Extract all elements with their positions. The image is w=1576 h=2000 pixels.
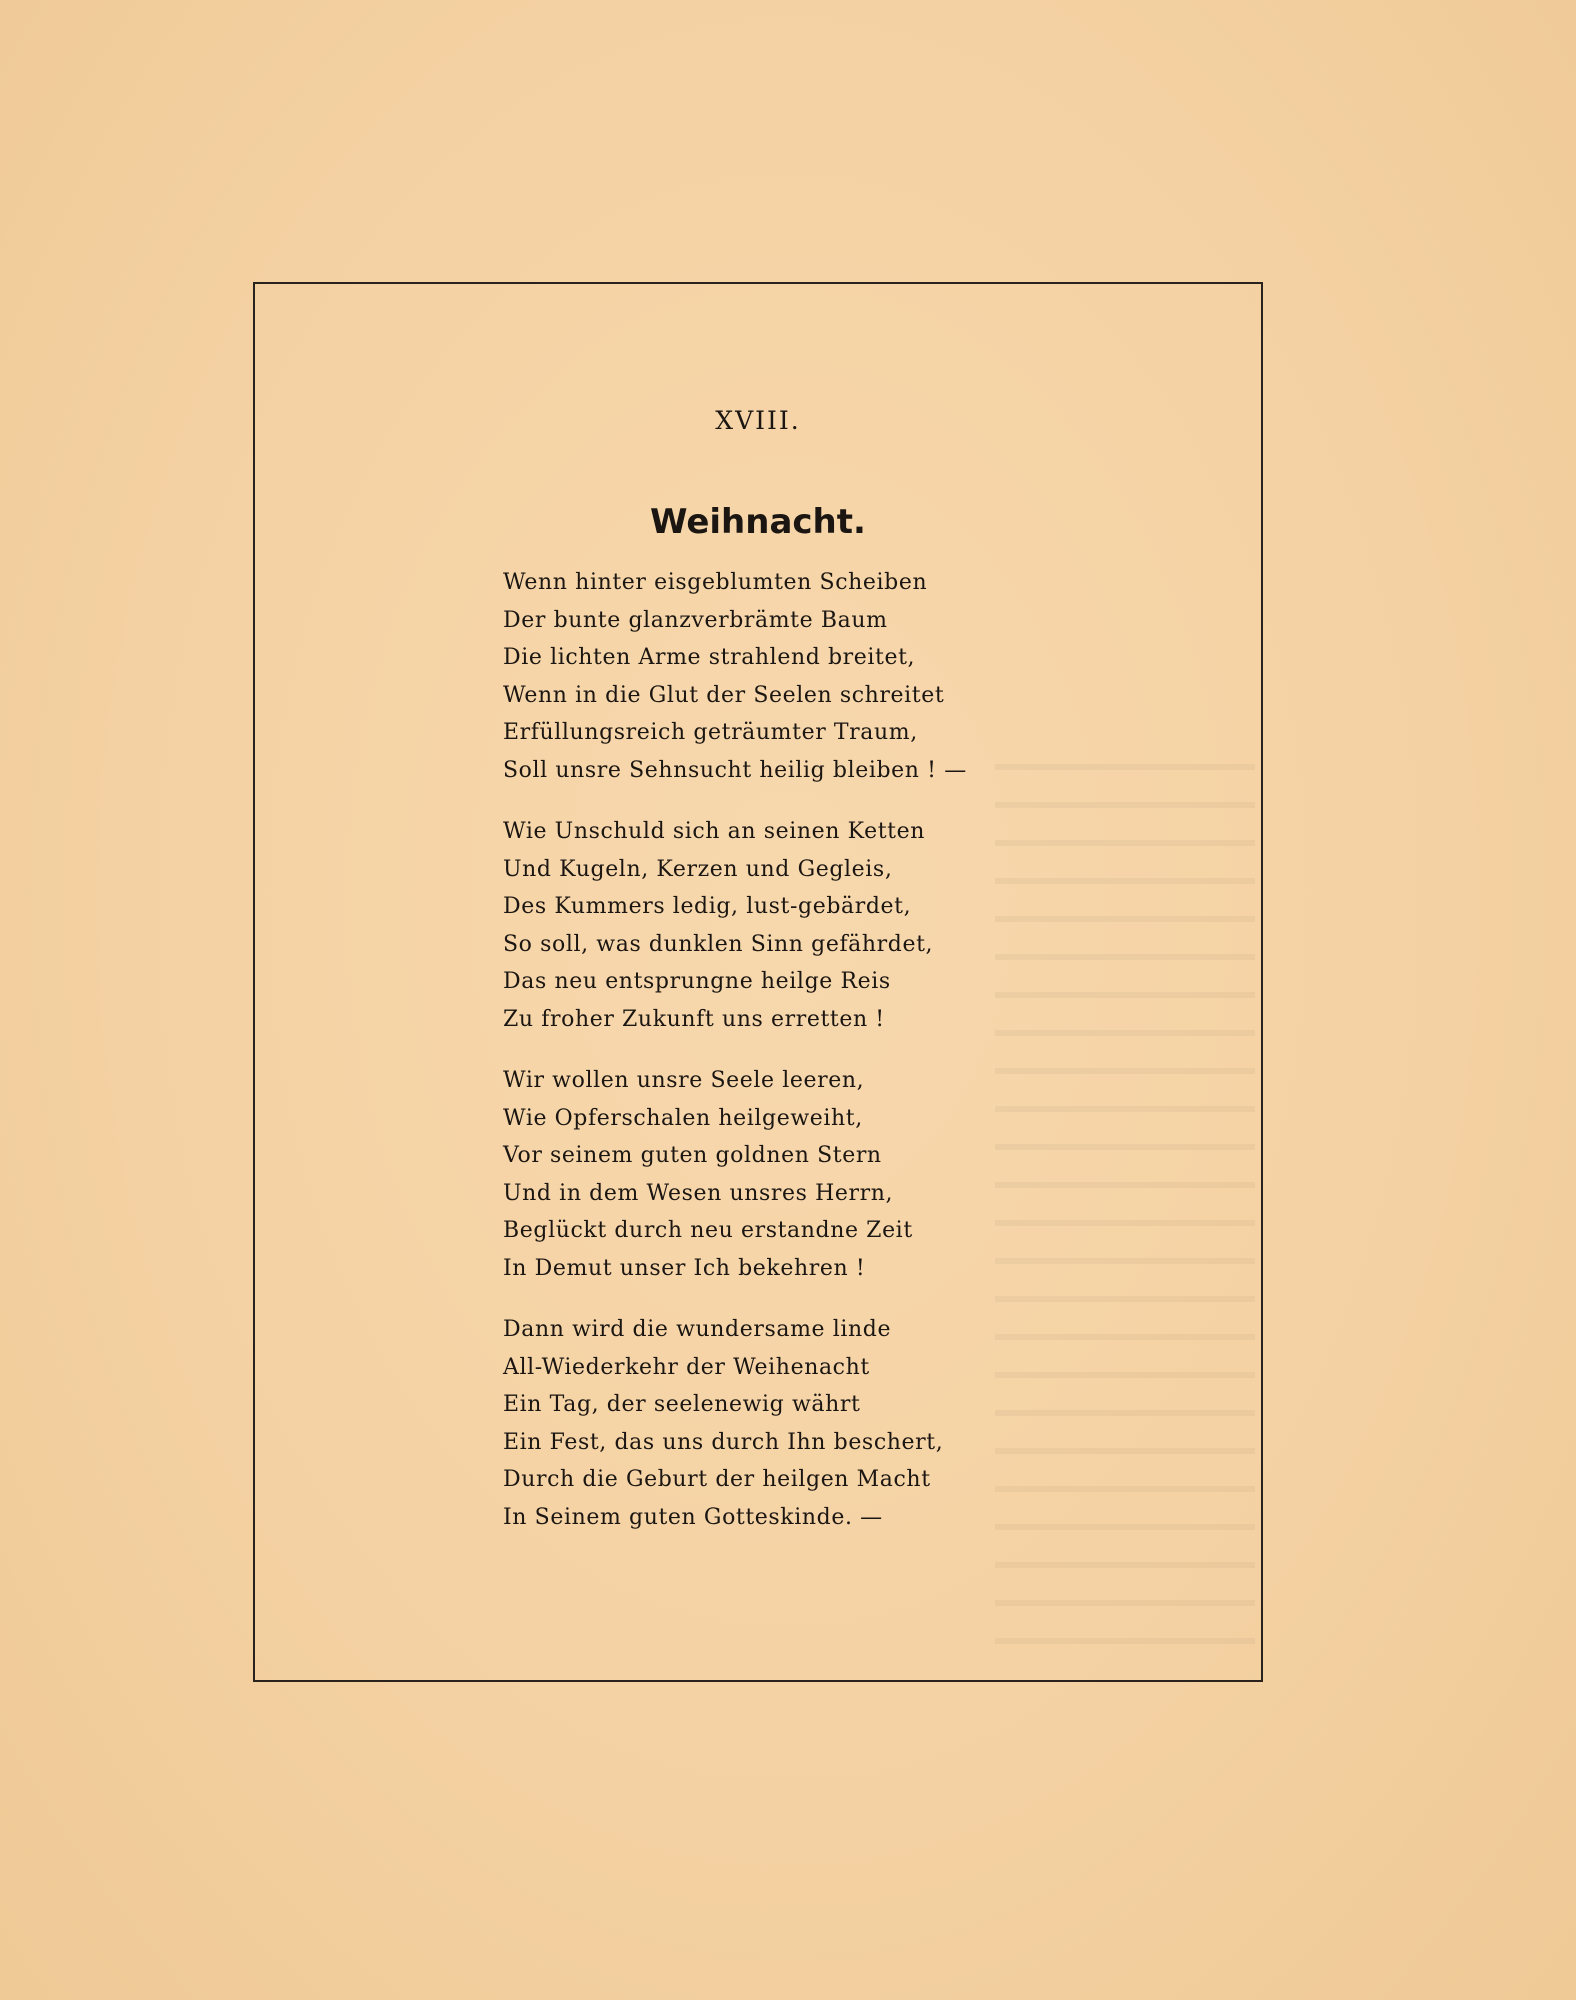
stanza (503, 1311, 1203, 1536)
poem-line: In Demut unser Ich bekehren ! (503, 1255, 866, 1281)
poem-line: Beglückt durch neu erstandne Zeit (503, 1218, 913, 1243)
poem-line: Wenn hinter eisgeblumten Scheiben (503, 570, 928, 595)
poem-line: Zu froher Zukunft uns erretten ! (503, 1006, 885, 1032)
poem-line: Erfüllungsreich geträumter Traum, (503, 720, 918, 745)
poem-line: Vor seinem guten goldnen Stern (503, 1143, 882, 1168)
poem-line: In Seinem guten Gotteskinde. — (503, 1504, 883, 1530)
poem-line: Der bunte glanzverbrämte Baum (503, 607, 888, 633)
poem-line: Wir wollen unsre Seele leeren, (503, 1068, 865, 1093)
page-frame (253, 282, 1263, 1682)
poem-line: So soll, was dunklen Sinn gefährdet, (503, 931, 934, 957)
poem-line: Ein Fest, das uns durch Ihn beschert, (503, 1429, 944, 1455)
poem-line: Wie Opferschalen heilgeweiht, (503, 1105, 863, 1131)
poem-line: Dann wird die wundersame linde (503, 1317, 892, 1342)
poem-title: Weihnacht. (650, 502, 866, 542)
poem-line: All-Wiederkehr der Weihenacht (503, 1354, 870, 1380)
stanza (503, 1062, 1203, 1287)
poem-line: Ein Tag, der seelenewig währt (503, 1392, 861, 1417)
poem-line: Das neu entsprungne heilge Reis (503, 969, 891, 994)
stanza (503, 813, 1203, 1038)
poem-line: Und in dem Wesen unsres Herrn, (503, 1180, 894, 1206)
poem-line: Wenn in die Glut der Seelen schreitet (503, 682, 945, 708)
stanza (503, 564, 1203, 789)
poem-line: Soll unsre Sehnsucht heilig bleiben ! — (503, 757, 967, 783)
poem-number: XVIII. (715, 406, 801, 435)
poem-line: Und Kugeln, Kerzen und Gegleis, (503, 856, 893, 882)
poem-line: Des Kummers ledig, lust-gebärdet, (503, 894, 912, 919)
poem-line: Durch die Geburt der heilgen Macht (503, 1467, 931, 1492)
poem-line: Wie Unschuld sich an seinen Ketten (503, 819, 925, 844)
poem-line: Die lichten Arme strahlend breitet, (503, 645, 916, 670)
poem-body (503, 564, 1203, 1560)
